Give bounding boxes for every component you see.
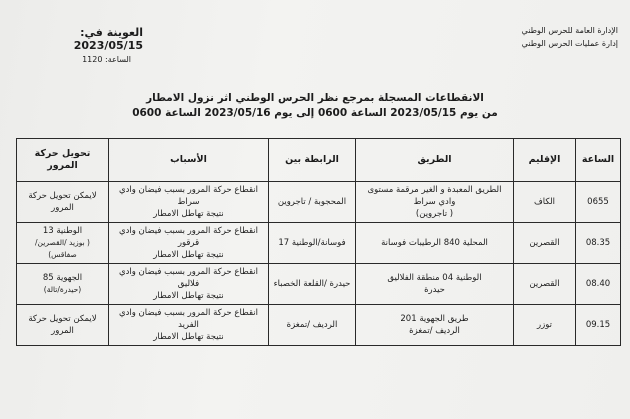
cause-line: نتيجة تهاطل الامطار <box>153 332 224 342</box>
cell-region: توزر <box>514 305 576 346</box>
cell-region: القصرين <box>514 223 576 264</box>
cell-road <box>356 223 514 264</box>
detour-line: ( بوزيد /القصرين/ صفاقس) <box>35 238 90 259</box>
cell-cause <box>109 223 269 264</box>
column-header-detour: تحويل حركة المرور <box>17 139 109 182</box>
cell-link: حيدرة /القلعة الخصباء <box>269 264 356 305</box>
detour-line: الجهوية 85 <box>42 273 83 283</box>
cell-detour <box>17 223 109 264</box>
road-line: طريق الجهوية 201 <box>400 314 469 324</box>
table-row <box>17 264 621 305</box>
date-block <box>38 26 143 64</box>
cell-cause <box>109 264 269 305</box>
document-date: العوينة في: 2023/05/15 <box>73 26 143 52</box>
road-line: المحلية 840 الرطيبات فوسانة <box>381 238 488 248</box>
detour-line: لايمكن تحويل حركة المرور <box>28 191 97 213</box>
cell-detour <box>17 305 109 346</box>
cell-road <box>356 305 514 346</box>
org-line-1: الإدارة العامة للحرس الوطني <box>521 26 618 35</box>
column-header-link: الرابطة بين <box>269 139 356 182</box>
cell-region: القصرين <box>514 264 576 305</box>
cell-cause <box>109 182 269 223</box>
cause-line: انقطاع حركة المرور بسبب فيضان وادي سراط <box>118 185 259 207</box>
title-line-2: من يوم 2023/05/15 الساعة 0600 إلى يوم 2023/05/16 الساعة 0600 <box>132 107 498 119</box>
cell-road <box>356 182 514 223</box>
cause-line: نتيجة تهاطل الامطار <box>153 291 224 301</box>
detour-line: لايمكن تحويل حركة المرور <box>28 314 97 336</box>
table-header-row <box>17 139 621 182</box>
cell-road <box>356 264 514 305</box>
cell-time: 09.15 <box>576 305 621 346</box>
org-line-2: إدارة عمليات الحرس الوطني <box>521 39 618 48</box>
cell-detour <box>17 264 109 305</box>
title-line-1: الانقطاعات المسجلة بمرجع نظر الحرس الوطني اثر نزول الامطار <box>146 92 484 104</box>
cause-line: انقطاع حركة المرور بسبب فيضان وادي قرقور <box>118 226 259 248</box>
table-row <box>17 223 621 264</box>
road-line: الوطنية 04 منطقة الفلاليق <box>387 273 482 283</box>
detour-line: الوطنية 13 <box>42 226 83 236</box>
road-line: حيدرة <box>424 285 445 295</box>
organization-header <box>522 24 618 50</box>
road-line: الطريق المعبدة و الغير مرقمة مستوى وادي سراط <box>367 185 502 207</box>
document-time: الساعة: 1120 <box>82 55 131 64</box>
cell-region: الكاف <box>514 182 576 223</box>
cell-time: 08.35 <box>576 223 621 264</box>
cause-line: انقطاع حركة المرور بسبب فيضان وادي فلاليق <box>118 267 259 289</box>
road-line: الرديف /تمغزة <box>409 326 460 336</box>
cause-line: انقطاع حركة المرور بسبب فيضان وادي الفريد <box>118 308 259 330</box>
interruptions-table <box>16 138 621 346</box>
road-line: ( تاجروين) <box>415 209 454 219</box>
column-header-time: الساعة <box>576 139 621 182</box>
column-header-region: الإقليم <box>514 139 576 182</box>
cell-link: فوسانة/الوطنية 17 <box>269 223 356 264</box>
cell-link: الرديف /تمغزة <box>269 305 356 346</box>
cell-link: المحجوبة / تاجروين <box>269 182 356 223</box>
detour-line: (حيدرة/تالة) <box>43 285 82 294</box>
table-row <box>17 182 621 223</box>
column-header-cause: الأسباب <box>109 139 269 182</box>
cell-detour <box>17 182 109 223</box>
cell-time: 08.40 <box>576 264 621 305</box>
cell-time: 0655 <box>576 182 621 223</box>
cause-line: نتيجة تهاطل الامطار <box>153 250 224 260</box>
document-title <box>0 92 630 119</box>
column-header-road: الطريق <box>356 139 514 182</box>
cause-line: نتيجة تهاطل الامطار <box>153 209 224 219</box>
cell-cause <box>109 305 269 346</box>
table-row <box>17 305 621 346</box>
